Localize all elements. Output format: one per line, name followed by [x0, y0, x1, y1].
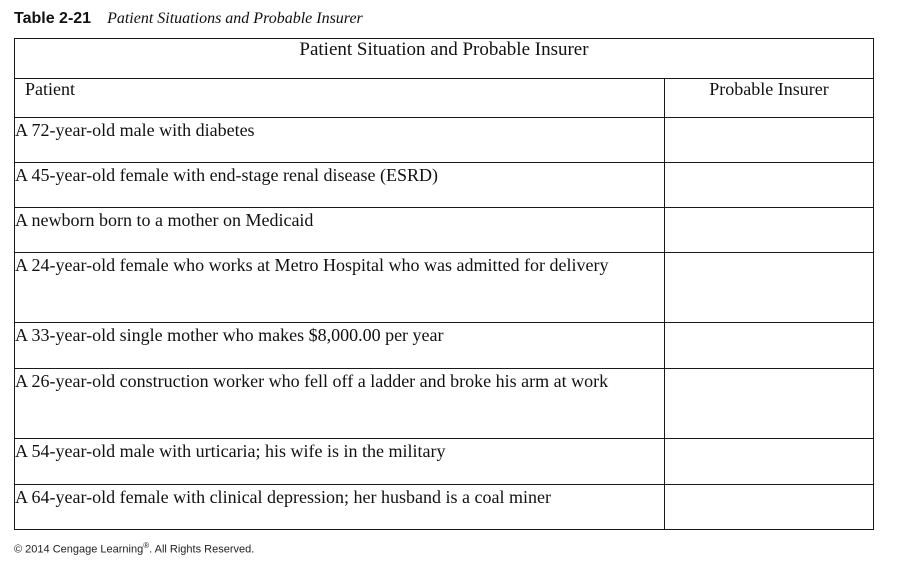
- table-row: [15, 163, 874, 208]
- table-row: [15, 485, 874, 530]
- table-row: [15, 118, 874, 163]
- table-row: [15, 323, 874, 369]
- patient-insurer-table: [14, 38, 874, 530]
- insurer-cell[interactable]: [665, 208, 874, 253]
- column-header-insurer: Probable Insurer: [665, 79, 874, 118]
- patient-cell: A 54-year-old male with urticaria; his wife is in the military: [15, 439, 665, 485]
- table-row: [15, 253, 874, 323]
- table-number: Table 2-21: [14, 10, 92, 27]
- table-caption-title: Patient Situations and Probable Insurer: [107, 10, 363, 27]
- table-row: [15, 369, 874, 439]
- column-header-patient: Patient: [15, 79, 665, 118]
- insurer-cell[interactable]: [665, 485, 874, 530]
- copyright-text: © 2014 Cengage Learning: [14, 543, 144, 556]
- insurer-cell[interactable]: [665, 163, 874, 208]
- table-header-row: [15, 79, 874, 118]
- insurer-cell[interactable]: [665, 323, 874, 369]
- patient-cell: A 33-year-old single mother who makes $8,000.00 per year: [15, 323, 665, 369]
- insurer-cell[interactable]: [665, 369, 874, 439]
- table-title: Patient Situation and Probable Insurer: [15, 39, 874, 79]
- patient-cell: A newborn born to a mother on Medicaid: [15, 208, 665, 253]
- copyright-suffix: . All Rights Reserved.: [149, 543, 255, 556]
- patient-cell: A 24-year-old female who works at Metro Hospital who was admitted for delivery: [15, 253, 665, 323]
- patient-cell: A 26-year-old construction worker who fell off a ladder and broke his arm at work: [15, 369, 665, 439]
- copyright-notice: [14, 541, 254, 556]
- insurer-cell[interactable]: [665, 253, 874, 323]
- table-row: [15, 208, 874, 253]
- registered-mark: ®: [143, 541, 150, 550]
- patient-cell: A 64-year-old female with clinical depression; her husband is a coal miner: [15, 485, 665, 530]
- patient-cell: A 72-year-old male with diabetes: [15, 118, 665, 163]
- table-caption: [14, 10, 363, 28]
- table-title-row: [15, 39, 874, 79]
- table-row: [15, 439, 874, 485]
- insurer-cell[interactable]: [665, 439, 874, 485]
- insurer-cell[interactable]: [665, 118, 874, 163]
- patient-cell: A 45-year-old female with end-stage renal disease (ESRD): [15, 163, 665, 208]
